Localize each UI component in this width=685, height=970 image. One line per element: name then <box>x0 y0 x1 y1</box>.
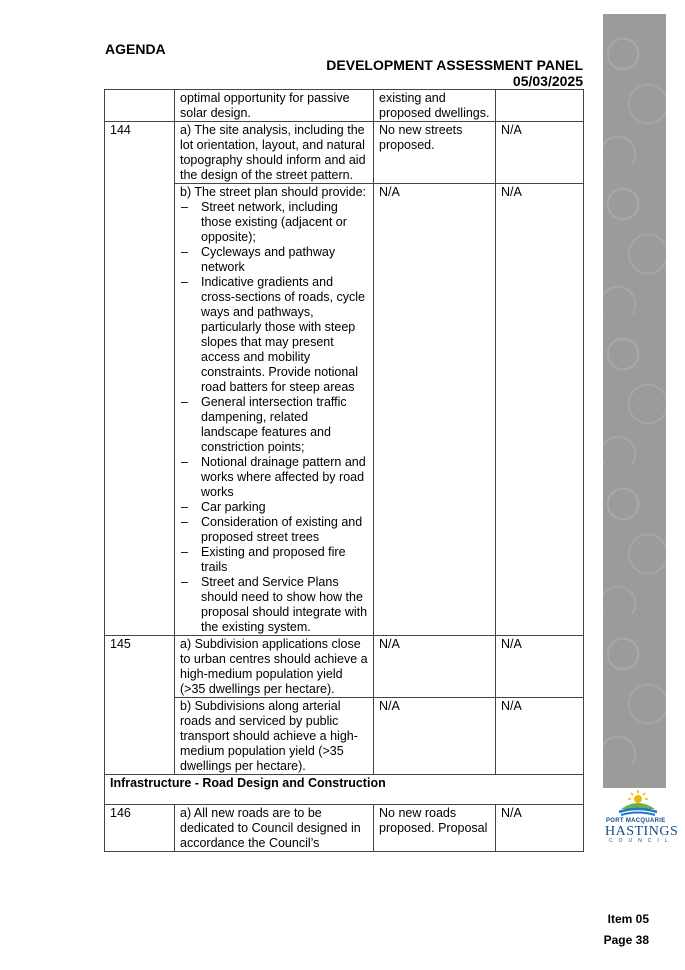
clause-number: 145 <box>105 636 175 698</box>
proposal-cell: N/A <box>374 636 496 698</box>
proposal-cell: No new roads proposed. Proposal <box>374 805 496 852</box>
dash-bullet: – <box>181 500 188 514</box>
list-item-text: General intersection traffic dampening, related landscape features and constriction points; <box>201 395 347 454</box>
requirement-cell: b) Subdivisions along arterial roads and serviced by public transport should achieve a high-medium population yield (>35 dwellings per hectare). <box>175 698 374 775</box>
list-item <box>180 395 368 455</box>
section-heading-row <box>105 775 584 805</box>
section-heading: Infrastructure - Road Design and Construction <box>105 775 584 805</box>
list-item-text: Notional drainage pattern and works where affected by road works <box>201 455 366 499</box>
dash-bullet: – <box>181 200 188 214</box>
list-item <box>180 500 368 515</box>
item-number: Item 05 <box>607 912 649 926</box>
table-row <box>105 636 584 698</box>
list-item-text: Car parking <box>201 500 266 514</box>
list-item-text: Existing and proposed fire trails <box>201 545 346 574</box>
proposal-cell: existing and proposed dwellings. <box>374 90 496 122</box>
logo-line-1: PORT MACQUARIE <box>606 818 666 824</box>
list-item <box>180 200 368 245</box>
dash-bullet: – <box>181 455 188 469</box>
page-number: Page 38 <box>603 933 649 947</box>
meeting-date: 05/03/2025 <box>512 73 583 89</box>
agenda-heading: AGENDA <box>105 41 166 57</box>
requirement-cell: a) All new roads are to be dedicated to Council designed in accordance the Council’s <box>175 805 374 852</box>
logo-line-3: COUNCIL <box>609 838 674 844</box>
clause-number <box>105 184 175 636</box>
clause-number <box>105 698 175 775</box>
requirement-cell <box>175 184 374 636</box>
list-item-text: Consideration of existing and proposed street trees <box>201 515 363 544</box>
table-row <box>105 805 584 852</box>
dash-bullet: – <box>181 545 188 559</box>
decorative-sidebar <box>603 14 666 788</box>
requirement-cell: a) Subdivision applications close to urban centres should achieve a high-medium population yield (>35 dwellings per hectare). <box>175 636 374 698</box>
requirement-cell: optimal opportunity for passive solar design. <box>175 90 374 122</box>
list-item <box>180 515 368 545</box>
complies-cell <box>496 90 584 122</box>
table-row <box>105 184 584 636</box>
list-item <box>180 575 368 635</box>
table-row <box>105 122 584 184</box>
list-item-text: Indicative gradients and cross-sections of roads, cycle ways and pathways, particularly those with steep slopes that may present access and mobility constraints. Provide notional road batters for steep areas <box>201 275 365 394</box>
list-item <box>180 275 368 395</box>
dash-bullet: – <box>181 575 188 589</box>
logo-line-2: HASTINGS <box>605 824 679 839</box>
list-item-text: Cycleways and pathway network <box>201 245 336 274</box>
requirement-intro: b) The street plan should provide: <box>180 185 366 199</box>
dash-bullet: – <box>181 515 188 529</box>
clause-number: 144 <box>105 122 175 184</box>
proposal-cell: N/A <box>374 184 496 636</box>
complies-cell: N/A <box>496 184 584 636</box>
dash-bullet: – <box>181 395 188 409</box>
proposal-cell: No new streets proposed. <box>374 122 496 184</box>
dash-bullet: – <box>181 275 188 289</box>
list-item-text: Street network, including those existing (adjacent or opposite); <box>201 200 347 244</box>
requirement-list <box>180 200 368 635</box>
complies-cell: N/A <box>496 636 584 698</box>
clause-number: 146 <box>105 805 175 852</box>
list-item <box>180 545 368 575</box>
list-item <box>180 245 368 275</box>
proposal-cell: N/A <box>374 698 496 775</box>
complies-cell: N/A <box>496 698 584 775</box>
table-row <box>105 698 584 775</box>
complies-cell: N/A <box>496 122 584 184</box>
panel-heading: DEVELOPMENT ASSESSMENT PANEL <box>326 57 583 73</box>
list-item <box>180 455 368 500</box>
list-item-text: Street and Service Plans should need to show how the proposal should integrate with the existing system. <box>201 575 368 634</box>
clause-number <box>105 90 175 122</box>
table-row <box>105 90 584 122</box>
dash-bullet: – <box>181 245 188 259</box>
assessment-table <box>104 89 584 852</box>
complies-cell: N/A <box>496 805 584 852</box>
requirement-cell: a) The site analysis, including the lot orientation, layout, and natural topography should inform and aid the design of the street pattern. <box>175 122 374 184</box>
